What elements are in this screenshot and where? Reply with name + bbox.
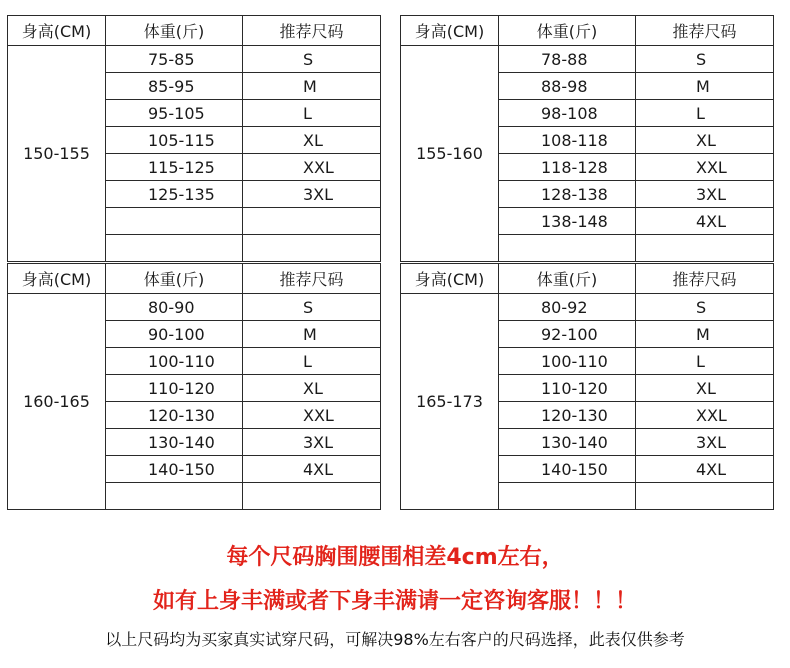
chest-waist-note: 每个尺码胸围腰围相差4cm左右， <box>226 545 564 570</box>
weight-cell: 120-130 <box>106 402 243 429</box>
header-row <box>401 16 774 46</box>
weight-cell: 95-105 <box>106 100 243 127</box>
weight-cell: 110-120 <box>106 375 243 402</box>
weight-cell: 125-135 <box>106 181 243 208</box>
size-table-160-165 <box>7 263 381 510</box>
size-cell: 4XL <box>636 456 774 483</box>
size-cell <box>243 208 381 235</box>
size-cell: XL <box>243 375 381 402</box>
weight-cell <box>106 483 243 510</box>
size-cell: 3XL <box>636 181 774 208</box>
size-table-155-160 <box>400 15 774 262</box>
size-cell: XL <box>243 127 381 154</box>
weight-cell: 88-98 <box>499 73 636 100</box>
consult-service-warning: 如有上身丰满或者下身丰满请一定咨询客服！！！ <box>152 589 637 614</box>
weight-header: 体重(斤) <box>499 16 636 46</box>
height-header: 身高(CM) <box>8 16 106 46</box>
size-cell <box>636 483 774 510</box>
size-table-150-155 <box>7 15 381 262</box>
weight-cell: 140-150 <box>106 456 243 483</box>
table-row <box>401 294 774 321</box>
weight-cell: 98-108 <box>499 100 636 127</box>
weight-cell: 110-120 <box>499 375 636 402</box>
size-cell: S <box>243 46 381 73</box>
table-row <box>401 46 774 73</box>
weight-cell: 100-110 <box>106 348 243 375</box>
size-cell: S <box>636 46 774 73</box>
weight-cell <box>106 208 243 235</box>
size-header: 推荐尺码 <box>636 16 774 46</box>
weight-cell: 80-92 <box>499 294 636 321</box>
height-header: 身高(CM) <box>8 264 106 294</box>
weight-cell: 128-138 <box>499 181 636 208</box>
weight-cell: 105-115 <box>106 127 243 154</box>
size-cell <box>243 483 381 510</box>
size-cell: XXL <box>636 402 774 429</box>
weight-cell: 78-88 <box>499 46 636 73</box>
size-cell: 4XL <box>636 208 774 235</box>
weight-cell: 108-118 <box>499 127 636 154</box>
weight-cell <box>499 235 636 262</box>
weight-cell <box>106 235 243 262</box>
height-range-cell: 150-155 <box>8 46 106 262</box>
weight-cell: 90-100 <box>106 321 243 348</box>
size-cell: 3XL <box>636 429 774 456</box>
size-cell: 3XL <box>243 181 381 208</box>
size-cell: XL <box>636 127 774 154</box>
size-cell: S <box>636 294 774 321</box>
header-row <box>8 16 381 46</box>
weight-header: 体重(斤) <box>106 264 243 294</box>
size-cell: XXL <box>243 154 381 181</box>
size-cell: M <box>243 73 381 100</box>
weight-cell: 100-110 <box>499 348 636 375</box>
size-cell: S <box>243 294 381 321</box>
table-row <box>8 46 381 73</box>
weight-cell: 75-85 <box>106 46 243 73</box>
height-range-cell: 165-173 <box>401 294 499 510</box>
height-header: 身高(CM) <box>401 264 499 294</box>
reference-disclaimer: 以上尺码均为买家真实试穿尺码，可解决98%左右客户的尺码选择，此表仅供参考 <box>105 630 685 649</box>
size-cell: L <box>636 100 774 127</box>
size-cell: M <box>636 321 774 348</box>
size-cell: XXL <box>243 402 381 429</box>
weight-cell: 120-130 <box>499 402 636 429</box>
header-row <box>401 264 774 294</box>
size-cell <box>243 235 381 262</box>
weight-cell <box>499 483 636 510</box>
size-cell: XXL <box>636 154 774 181</box>
weight-header: 体重(斤) <box>106 16 243 46</box>
size-cell: L <box>636 348 774 375</box>
size-cell: M <box>243 321 381 348</box>
size-header: 推荐尺码 <box>243 264 381 294</box>
size-header: 推荐尺码 <box>636 264 774 294</box>
size-header: 推荐尺码 <box>243 16 381 46</box>
weight-cell: 80-90 <box>106 294 243 321</box>
size-cell <box>636 235 774 262</box>
height-range-cell: 155-160 <box>401 46 499 262</box>
size-cell: XL <box>636 375 774 402</box>
size-cell: 4XL <box>243 456 381 483</box>
weight-cell: 92-100 <box>499 321 636 348</box>
size-cell: 3XL <box>243 429 381 456</box>
weight-cell: 138-148 <box>499 208 636 235</box>
weight-header: 体重(斤) <box>499 264 636 294</box>
size-cell: L <box>243 348 381 375</box>
header-row <box>8 264 381 294</box>
weight-cell: 115-125 <box>106 154 243 181</box>
height-range-cell: 160-165 <box>8 294 106 510</box>
weight-cell: 118-128 <box>499 154 636 181</box>
table-row <box>8 294 381 321</box>
weight-cell: 130-140 <box>499 429 636 456</box>
size-table-165-173 <box>400 263 774 510</box>
size-cell: M <box>636 73 774 100</box>
size-cell: L <box>243 100 381 127</box>
weight-cell: 140-150 <box>499 456 636 483</box>
height-header: 身高(CM) <box>401 16 499 46</box>
weight-cell: 130-140 <box>106 429 243 456</box>
weight-cell: 85-95 <box>106 73 243 100</box>
